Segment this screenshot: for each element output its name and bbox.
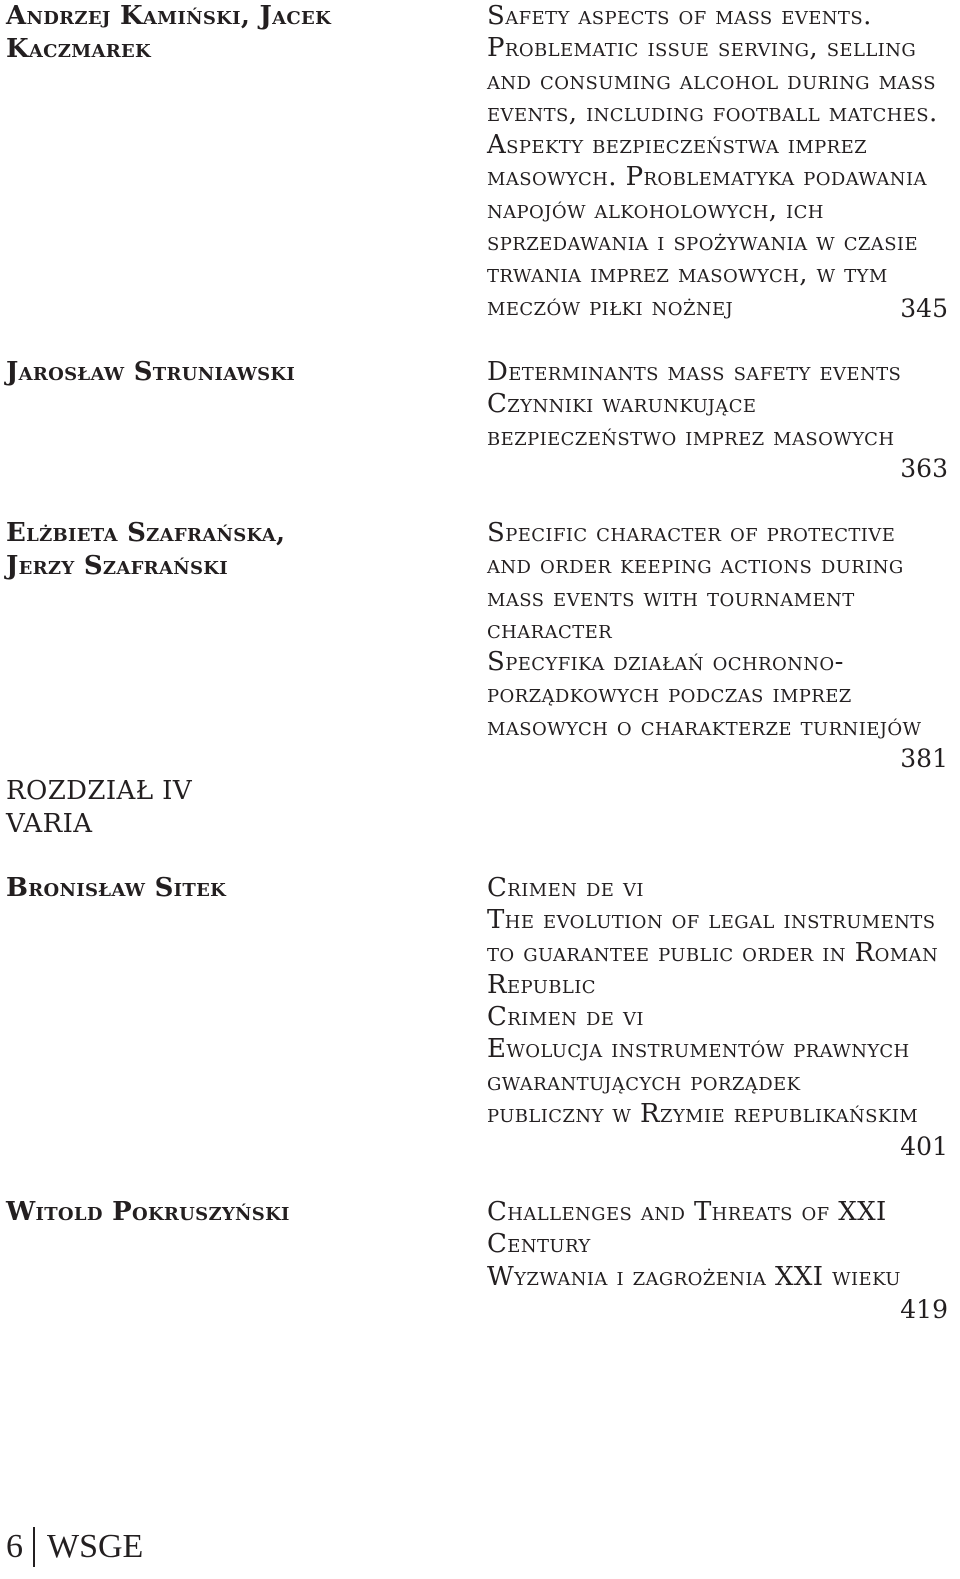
entry-titles <box>487 1196 957 1293</box>
page-number: 401 <box>900 1132 948 1161</box>
title-line: publiczny w Rzymie republikańskim <box>487 1099 919 1130</box>
title-line: Specyfika działań ochronno- <box>487 647 844 678</box>
title-line: Determinants mass safety events <box>487 357 902 387</box>
title-line: masowych. Problematyka podawania <box>487 162 927 193</box>
title-line: Crimen de vi <box>487 1002 644 1033</box>
title-line: porządkowych podczas imprez <box>487 679 852 710</box>
title-line: Challenges and Threats of XXI <box>487 1197 887 1227</box>
title-line: Czynniki warunkujące <box>487 389 757 420</box>
title-line: napojów alkoholowych, ich <box>487 194 824 225</box>
entry-titles <box>487 0 957 323</box>
footer-publisher: WSGE <box>47 1528 144 1565</box>
title-line: trwania imprez masowych, w tym <box>487 259 888 290</box>
entry-author <box>6 517 446 582</box>
toc-entry <box>0 356 960 486</box>
entry-author <box>6 1196 446 1229</box>
page-number: 363 <box>900 454 948 483</box>
page-number: 345 <box>900 294 948 323</box>
title-line: The evolution of legal instruments <box>487 905 936 936</box>
title-line: Crimen de vi <box>487 873 644 903</box>
title-line: Aspekty bezpieczeństwa imprez <box>487 130 868 161</box>
author-line: Elżbieta Szafrańska, <box>6 518 286 548</box>
title-line: events, including football matches. <box>487 97 938 128</box>
title-line: Problematic issue serving, selling <box>487 33 917 64</box>
entry-author <box>6 0 446 65</box>
chapter-number: ROZDZIAŁ IV <box>6 776 193 806</box>
author-line: Jarosław Struniawski <box>6 357 296 387</box>
title-line: bezpieczeństwo imprez masowych <box>487 421 895 452</box>
entry-titles <box>487 356 957 453</box>
author-line: Jerzy Szafrański <box>6 550 228 581</box>
title-line: Century <box>487 1229 591 1260</box>
title-line: sprzedawania i spożywania w czasie <box>487 227 918 258</box>
toc-entry <box>0 872 960 1172</box>
title-line: gwarantujących porządek <box>487 1066 801 1097</box>
title-line: and consuming alcohol during mass <box>487 65 936 96</box>
chapter-heading <box>0 775 960 845</box>
page-number: 419 <box>900 1295 948 1324</box>
toc-entry <box>0 0 960 330</box>
page-footer <box>6 1525 143 1569</box>
page-number: 381 <box>900 744 948 773</box>
title-line: masowych o charakterze turniejów <box>487 711 922 742</box>
footer-divider <box>33 1527 35 1567</box>
title-line: meczów piłki nożnej <box>487 291 734 322</box>
footer-page-number: 6 <box>6 1528 23 1565</box>
title-line: character <box>487 614 613 645</box>
entry-author <box>6 356 446 389</box>
entry-titles <box>487 872 957 1130</box>
title-line: Wyzwania i zagrożenia XXI wieku <box>487 1261 901 1292</box>
chapter-name: VARIA <box>6 808 93 839</box>
title-line: Specific character of protective <box>487 518 896 548</box>
title-line: Safety aspects of mass events. <box>487 1 872 31</box>
title-line: to guarantee public order in Roman <box>487 937 939 968</box>
title-line: Republic <box>487 969 596 1000</box>
author-line: Andrzej Kamiński, Jacek <box>6 1 332 31</box>
entry-titles <box>487 517 957 743</box>
title-line: Ewolucja instrumentów prawnych <box>487 1034 910 1065</box>
entry-author <box>6 872 446 905</box>
toc-entry <box>0 1196 960 1336</box>
author-line: Bronisław Sitek <box>6 873 227 903</box>
title-line: and order keeping actions during <box>487 550 904 581</box>
author-line: Witold Pokruszyński <box>6 1197 290 1227</box>
title-line: mass events with tournament <box>487 582 855 613</box>
toc-entry <box>0 517 960 777</box>
author-line: Kaczmarek <box>6 33 151 64</box>
